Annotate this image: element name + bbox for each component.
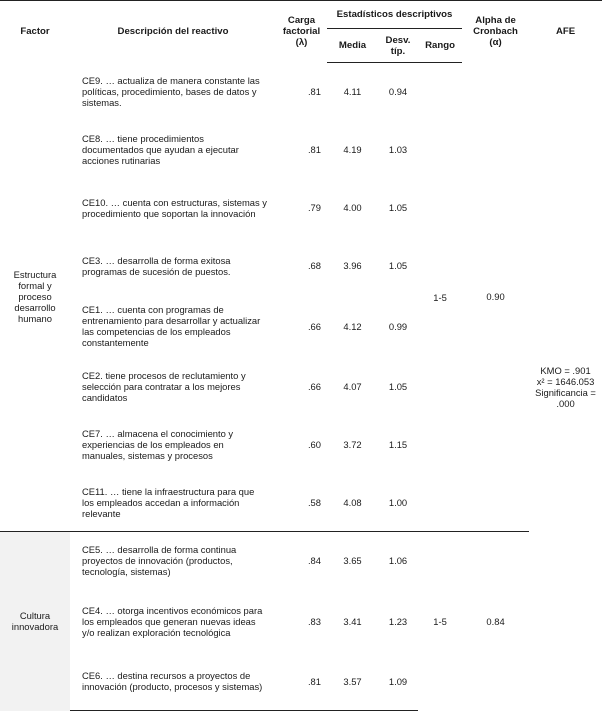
- factor-line: innovadora: [11, 621, 59, 633]
- factor-line: desarrollo: [14, 302, 56, 314]
- afe-sig-label: Significancia =: [535, 386, 596, 398]
- header-desv: [378, 29, 418, 63]
- afe-chi: x² = 1646.053: [536, 375, 595, 387]
- header-rango: Rango: [418, 29, 462, 63]
- header-media: Media: [327, 29, 378, 63]
- item-carga: .83: [307, 615, 321, 627]
- item-media: 4.11: [343, 86, 362, 98]
- item-carga: .58: [307, 496, 321, 508]
- header-carga-line3: (λ): [295, 37, 308, 49]
- item-description: CE7. … almacena el conocimiento y experiencias de los empleados en manuales, sistemas y procesos: [82, 428, 234, 461]
- item-desv: 1.05: [388, 381, 408, 392]
- factor-line: Cultura: [19, 610, 51, 622]
- item-media: 3.96: [343, 260, 362, 271]
- item-description: CE2. tiene procesos de reclutamiento y selección para contratar a los mejores candidatos: [82, 370, 246, 403]
- item-media: 3.41: [343, 615, 362, 627]
- item-carga: .81: [307, 144, 321, 155]
- header-alpha-line2: Cronbach: [473, 26, 518, 38]
- item-description: CE9. … actualiza de manera constante las políticas, procedimiento, bases de datos y sistemas.: [82, 75, 260, 108]
- factor-line: formal y: [18, 280, 52, 292]
- item-carga: .84: [276, 532, 327, 590]
- item-desv: 1.06: [378, 532, 418, 590]
- item-media: 4.12: [343, 320, 362, 332]
- item-carga: .81: [307, 86, 321, 97]
- item-description: CE3. … desarrolla de forma exitosa programas de sucesión de puestos.: [82, 254, 231, 277]
- item-media: 4.19: [343, 144, 362, 155]
- alpha-cell: 0.90: [486, 291, 505, 303]
- item-desv: 1.03: [388, 144, 408, 155]
- item-carga: .66: [307, 381, 321, 392]
- header-factor: Factor: [0, 1, 70, 63]
- alpha-cell: 0.84: [462, 532, 529, 711]
- item-carga: .60: [307, 439, 321, 450]
- item-media: 3.72: [343, 439, 362, 450]
- item-desv: 0.99: [388, 320, 408, 332]
- header-desv-line1: Desv.: [385, 34, 411, 46]
- factor-line: proceso: [18, 291, 52, 303]
- rango-cell: 1-5: [418, 532, 462, 711]
- item-carga: .81: [276, 653, 327, 711]
- table-row: [0, 63, 602, 121]
- item-media: 4.07: [343, 381, 362, 392]
- header-carga-line1: Carga: [287, 15, 316, 27]
- table-body: [0, 63, 602, 711]
- item-description: CE6. … destina recursos a proyectos de innovación (producto, procesos y sistemas): [70, 653, 276, 711]
- factor-line: Estructura: [13, 269, 57, 281]
- item-description: CE8. … tiene procedimientos documentados que ayudan a ejecutar acciones rutinarias: [82, 133, 239, 166]
- header-carga: [276, 1, 327, 63]
- header-alpha-line1: Alpha de: [475, 15, 516, 27]
- header-afe: AFE: [529, 1, 602, 63]
- table-row: [0, 532, 602, 590]
- afe-cell: [529, 63, 602, 711]
- header-desv-line2: típ.: [390, 45, 406, 57]
- item-media: 4.08: [343, 496, 362, 508]
- item-description: CE11. … tiene la infraestructura para que los empleados accedan a información relevante: [82, 485, 255, 519]
- item-desv: 1.05: [388, 260, 408, 271]
- header-carga-line2: factorial: [282, 26, 321, 38]
- header-alpha-line3: (α): [489, 37, 502, 49]
- afe-kmo: KMO = .901: [540, 364, 591, 376]
- item-description: CE10. … cuenta con estructuras, sistemas y procedimiento que soportan la innovación: [82, 196, 267, 219]
- item-desv: 0.94: [388, 86, 408, 98]
- item-desv: 1.05: [388, 202, 408, 213]
- item-media: 3.65: [327, 532, 378, 590]
- header-estadisticos: Estadísticos descriptivos: [327, 1, 462, 29]
- item-carga: .68: [307, 260, 321, 271]
- item-desv: 1.23: [388, 615, 408, 627]
- item-description: CE4. … otorga incentivos económicos para los empleados que generan nuevas ideas y/o realizan exploración tecnológica: [82, 604, 263, 638]
- factor-line: humano: [18, 313, 52, 325]
- item-description: CE5. … desarrolla de forma continua proyectos de innovación (productos, tecnología, sistemas): [70, 532, 276, 590]
- item-media: 3.57: [327, 653, 378, 711]
- item-desv: 1.00: [388, 496, 408, 508]
- item-description: CE1. … cuenta con programas de entrenamiento para desarrollar y actualizar las competencias de los empleados constantemente: [82, 304, 261, 348]
- table-header: [0, 1, 602, 63]
- item-media: 4.00: [343, 202, 362, 213]
- item-desv: 1.15: [388, 439, 408, 450]
- rango-cell: 1-5: [433, 291, 447, 303]
- header-alpha: [462, 1, 529, 63]
- factor-cell: [0, 532, 70, 711]
- factor-cell: [0, 63, 70, 532]
- afe-sig-value: .000: [556, 397, 575, 409]
- item-carga: .79: [307, 202, 321, 213]
- item-desv: 1.09: [378, 653, 418, 711]
- item-carga: .66: [307, 320, 321, 332]
- header-descripcion: Descripción del reactivo: [70, 1, 276, 63]
